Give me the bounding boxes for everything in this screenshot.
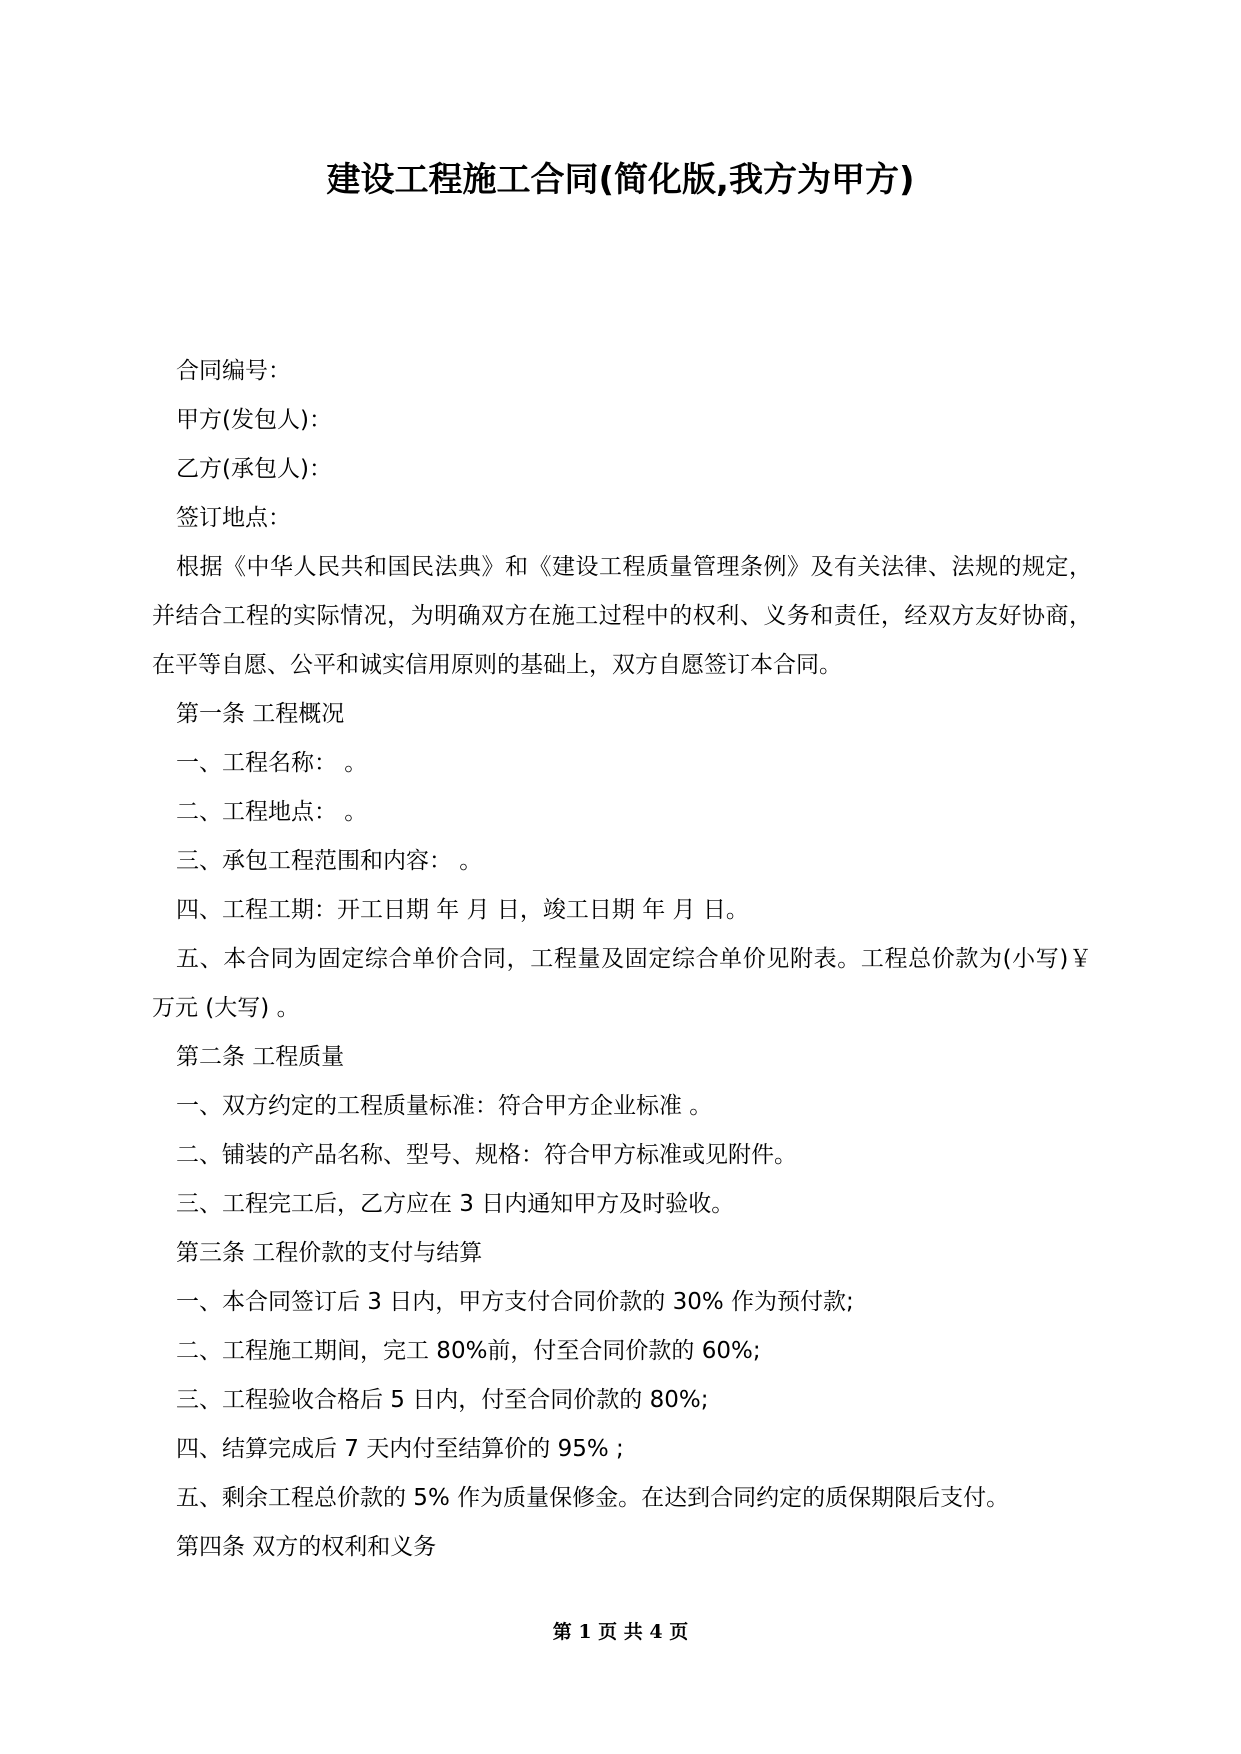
clause-line: 四、结算完成后 7 天内付至结算价的 95% ;	[176, 1436, 624, 1462]
page-indicator: 第 1 页 共 4 页	[552, 1621, 689, 1643]
clause-line: 四、工程工期：开工日期 年 月 日，竣工日期 年 月 日。	[176, 897, 749, 923]
clause-line: 一、工程名称： 。	[176, 750, 368, 776]
article-2-heading: 第二条 工程质量	[176, 1044, 345, 1070]
document-body	[152, 347, 1092, 1572]
party-b-line: 乙方(承包人)：	[176, 456, 332, 482]
document-title: 建设工程施工合同(简化版,我方为甲方)	[326, 160, 915, 200]
clause-line: 三、承包工程范围和内容： 。	[176, 848, 483, 874]
party-a-line: 甲方(发包人)：	[176, 407, 332, 433]
clause-line: 二、工程施工期间，完工 80%前，付至合同价款的 60%;	[176, 1338, 761, 1364]
article-4-heading: 第四条 双方的权利和义务	[176, 1534, 437, 1560]
article-3-heading: 第三条 工程价款的支付与结算	[176, 1240, 483, 1266]
clause-line: 二、工程地点： 。	[176, 799, 368, 825]
clause-line: 二、铺装的产品名称、型号、规格：符合甲方标准或见附件。	[176, 1142, 797, 1168]
clause-line: 三、工程验收合格后 5 日内，付至合同价款的 80%;	[176, 1387, 709, 1413]
preamble-paragraph: 根据《中华人民共和国民法典》和《建设工程质量管理条例》及有关法律、法规的规定，并结合工程的实际情况，为明确双方在施工过程中的权利、义务和责任，经双方友好协商，在平等自愿、公平和诚实信用原则的基础上，双方自愿签订本合同。	[152, 554, 1092, 678]
signing-place-line: 签订地点：	[176, 505, 291, 531]
article-1-heading: 第一条 工程概况	[176, 701, 345, 727]
clause-line: 一、双方约定的工程质量标准：符合甲方企业标准 。	[176, 1093, 713, 1119]
clause-line: 三、工程完工后，乙方应在 3 日内通知甲方及时验收。	[176, 1191, 735, 1217]
clause-line: 五、剩余工程总价款的 5% 作为质量保修金。在达到合同约定的质保期限后支付。	[176, 1485, 1010, 1511]
clause-paragraph: 五、本合同为固定综合单价合同，工程量及固定综合单价见附表。工程总价款为(小写)￥ 万元 (大写) 。	[152, 946, 1092, 1021]
contract-number-line: 合同编号：	[176, 358, 291, 384]
clause-line: 一、本合同签订后 3 日内，甲方支付合同价款的 30% 作为预付款;	[176, 1289, 854, 1315]
